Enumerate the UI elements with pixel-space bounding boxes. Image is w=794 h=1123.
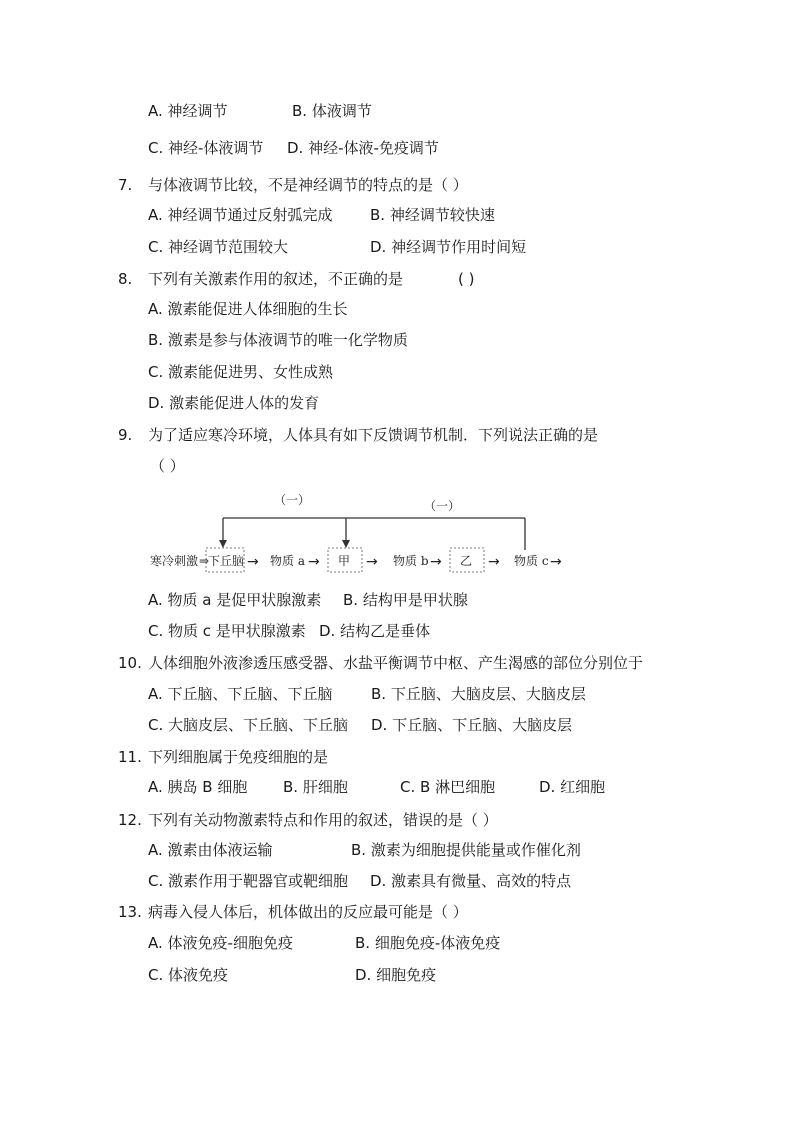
answer-paren: （ ） (150, 457, 185, 475)
node-substance-a: 物质 a (270, 554, 305, 568)
question-number: 12. (118, 811, 142, 829)
option-a: A. 神经调节通过反射弧完成 (148, 206, 333, 224)
arrow-4: → (430, 554, 442, 570)
option-c: C. 物质 c 是甲状腺激素 (148, 622, 306, 640)
arrow-6: → (550, 554, 562, 570)
option-b: B. 肝细胞 (283, 778, 348, 796)
option-c: C. B 淋巴细胞 (400, 778, 496, 796)
question-text: 与体液调节比较，不是神经调节的特点的是（ ） (148, 176, 468, 194)
arrow-5: → (488, 554, 500, 570)
option-b: B. 下丘脑、大脑皮层、大脑皮层 (371, 685, 586, 703)
node-yi: 乙 (460, 554, 473, 568)
option-d: D. 神经-体液-免疫调节 (287, 139, 439, 157)
question-number: 10. (118, 654, 142, 672)
option-a: A. 激素由体液运输 (148, 841, 273, 859)
option-d: D. 激素能促进人体的发育 (148, 394, 320, 412)
option-c: C. 神经调节范围较大 (148, 238, 289, 256)
option-c: C. 体液免疫 (148, 966, 229, 984)
answer-paren: ( ) (458, 270, 475, 288)
question-number: 13. (118, 903, 142, 921)
node-jia: 甲 (338, 554, 351, 568)
arrowhead-down-2 (342, 540, 350, 548)
option-a: A. 物质 a 是促甲状腺激素 (148, 591, 322, 609)
option-b: B. 神经调节较快速 (370, 206, 495, 224)
arrow-2: → (308, 554, 320, 570)
question-number: 8. (118, 270, 133, 288)
question-text: 下列有关动物激素特点和作用的叙述，错误的是（ ） (148, 811, 498, 829)
option-a: A. 胰岛 B 细胞 (148, 778, 248, 796)
option-c: C. 激素能促进男、女性成熟 (148, 363, 334, 381)
option-b: B. 体液调节 (292, 102, 372, 120)
question-text: 为了适应寒冷环境，人体具有如下反馈调节机制．下列说法正确的是 (148, 426, 599, 444)
question-number: 11. (118, 748, 142, 766)
option-c: C. 激素作用于靶器官或靶细胞 (148, 872, 349, 890)
option-c: C. 神经-体液调节 (148, 139, 264, 157)
node-substance-c: 物质 c (514, 554, 549, 568)
question-text: 下列细胞属于免疫细胞的是 (148, 748, 329, 766)
feedback-diagram (148, 488, 578, 578)
question-number: 9. (118, 426, 133, 444)
option-a: A. 下丘脑、下丘脑、下丘脑 (148, 685, 333, 703)
question-text: 人体细胞外液渗透压感受器、水盐平衡调节中枢、产生渴感的部位分别位于 (148, 654, 644, 672)
option-a: A. 激素能促进人体细胞的生长 (148, 300, 348, 318)
feedback-label-1: （一） (274, 493, 311, 507)
option-b: B. 激素是参与体液调节的唯一化学物质 (148, 331, 408, 349)
option-d: D. 结构乙是垂体 (319, 622, 431, 640)
option-b: B. 细胞免疫-体液免疫 (355, 934, 501, 952)
option-d: D. 红细胞 (539, 778, 606, 796)
node-substance-b: 物质 b (393, 554, 429, 568)
option-a: A. 神经调节 (148, 102, 228, 120)
option-d: D. 下丘脑、下丘脑、大脑皮层 (371, 716, 573, 734)
option-d: D. 神经调节作用时间短 (370, 238, 527, 256)
option-c: C. 大脑皮层、下丘脑、下丘脑 (148, 716, 349, 734)
option-b: B. 激素为细胞提供能量或作催化剂 (351, 841, 581, 859)
arrow-3: → (366, 554, 378, 570)
arrow-1: → (247, 554, 259, 570)
feedback-diagram-svg (148, 488, 578, 578)
node-cold-stimulus: 寒冷刺激 (150, 554, 199, 568)
option-a: A. 体液免疫-细胞免疫 (148, 934, 293, 952)
node-hypothalamus: 下丘脑 (208, 554, 245, 568)
question-text: 下列有关激素作用的叙述，不正确的是 (148, 270, 404, 288)
svg-text:⇒: ⇒ (199, 554, 210, 568)
option-d: D. 激素具有微量、高效的特点 (370, 872, 572, 890)
question-text: 病毒入侵人体后，机体做出的反应最可能是（ ） (148, 903, 468, 921)
arrowhead-down-1 (219, 540, 227, 548)
option-b: B. 结构甲是甲状腺 (343, 591, 468, 609)
feedback-label-2: （一） (424, 499, 461, 513)
question-number: 7. (118, 176, 133, 194)
option-d: D. 细胞免疫 (355, 966, 437, 984)
